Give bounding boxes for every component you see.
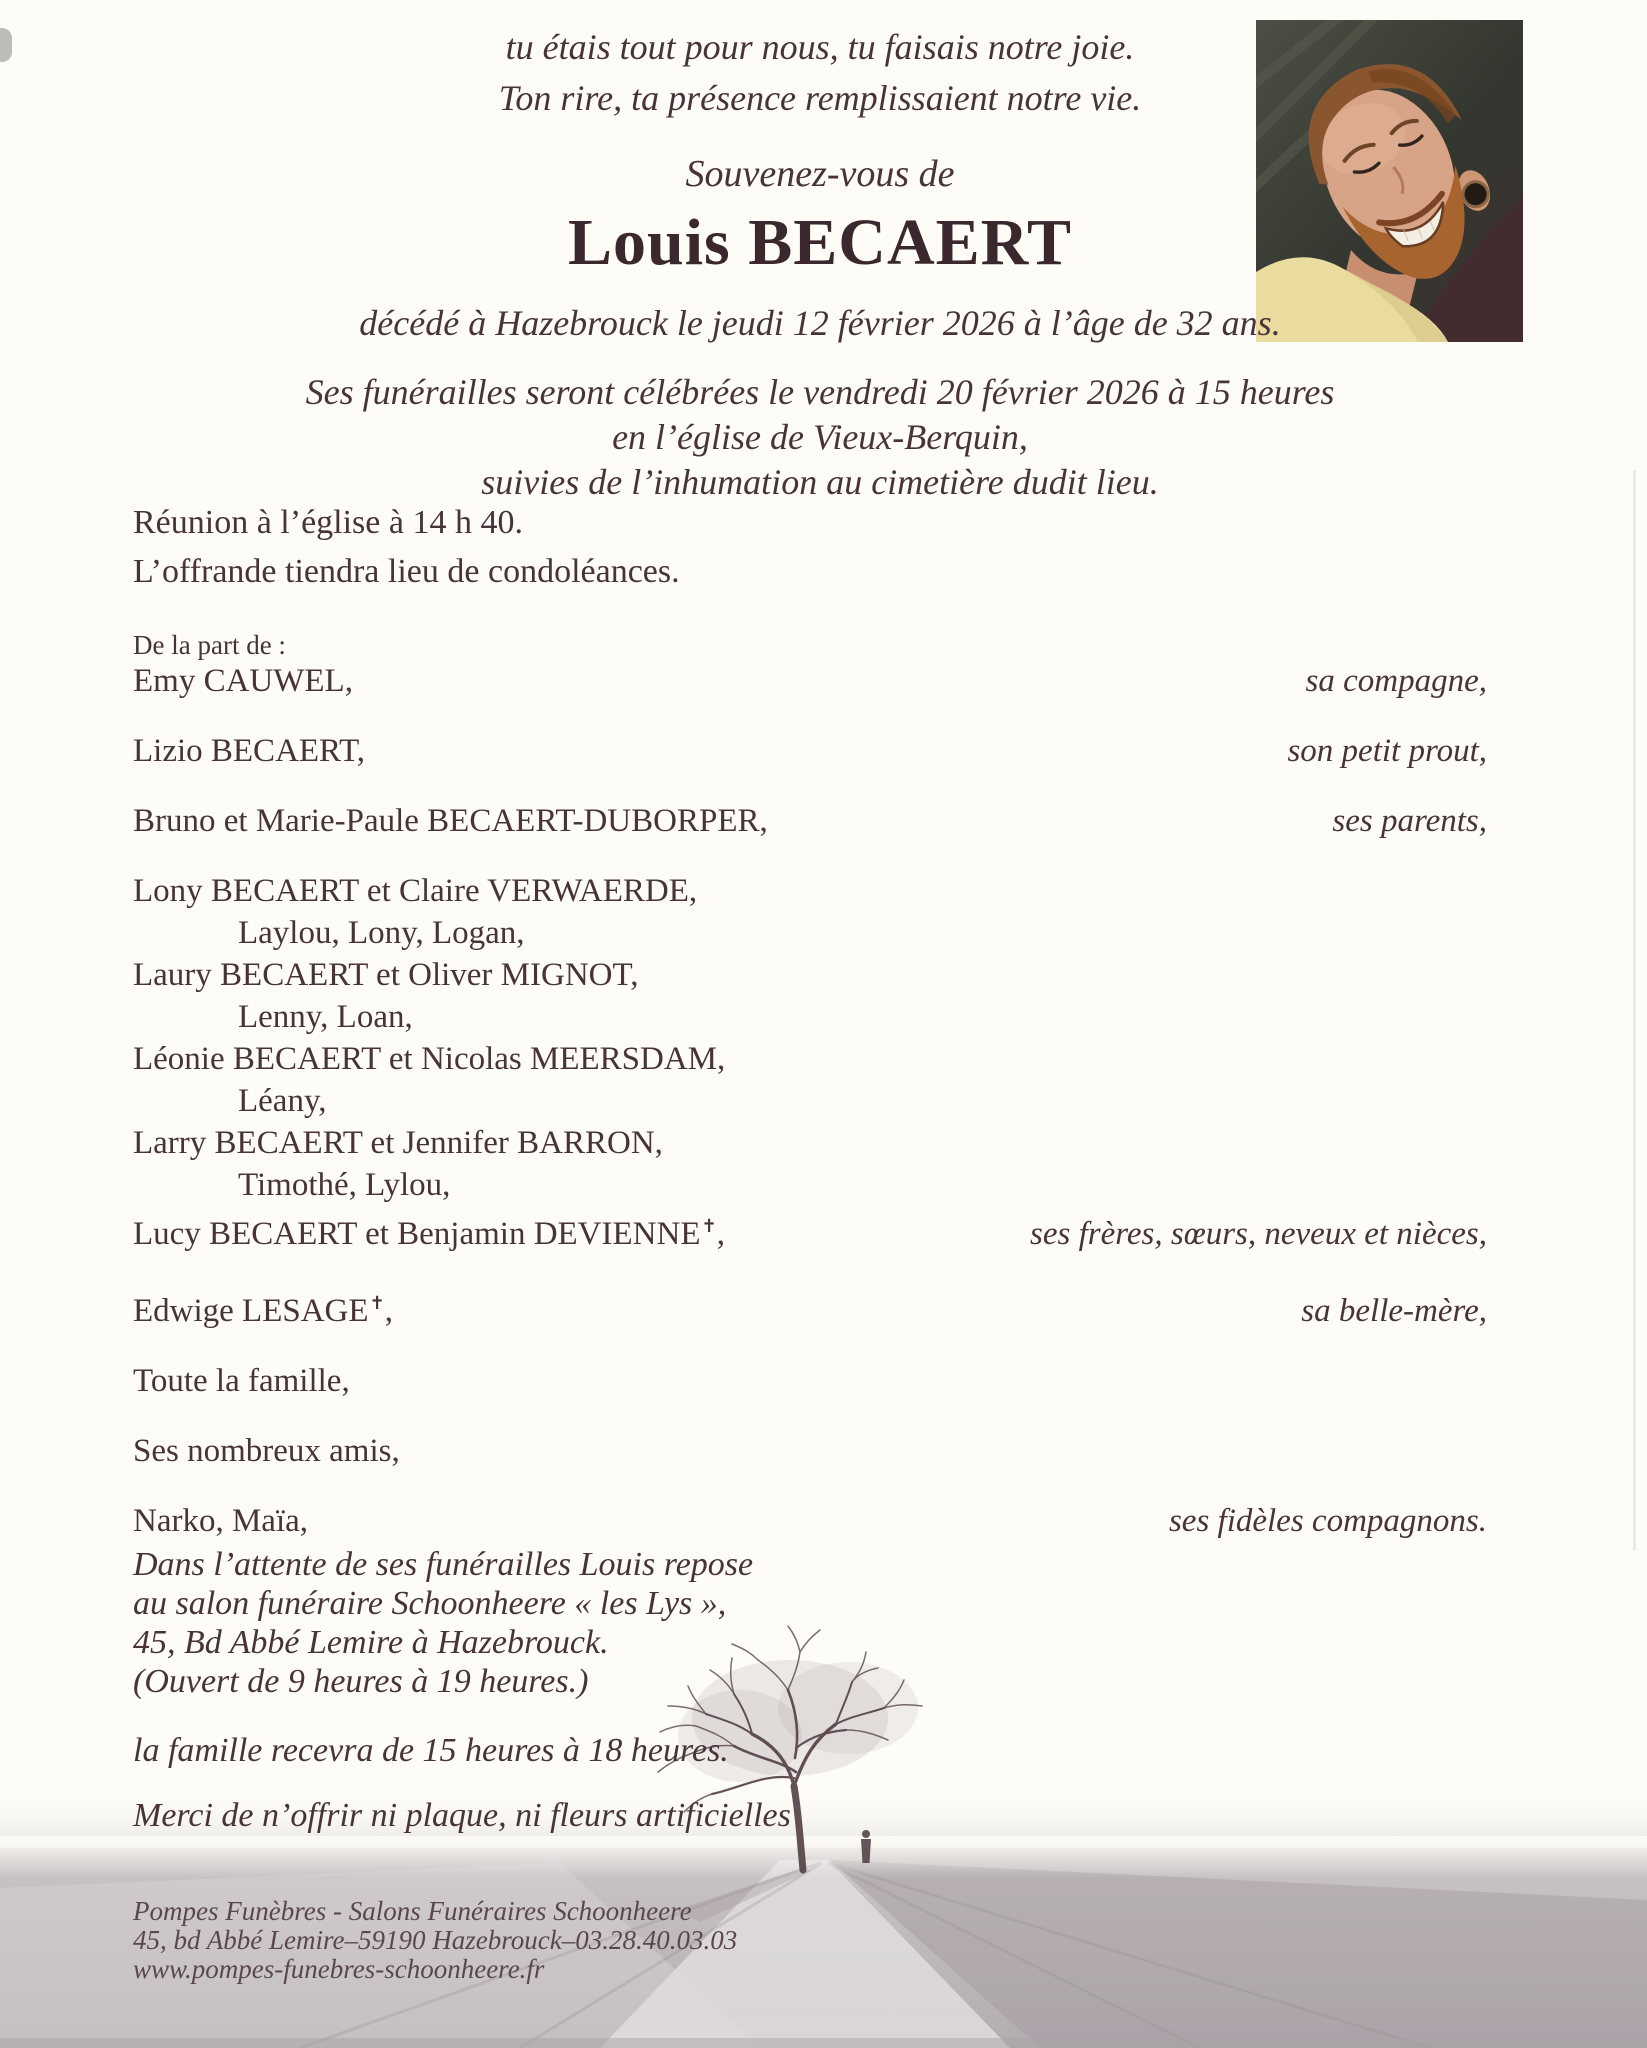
relative-name: Lizio BECAERT,	[133, 733, 366, 769]
relative-row	[133, 1038, 1487, 1080]
relation-label: ses fidèles compagnons.	[1168, 1503, 1487, 1539]
relative-name: Edwige LESAGE✝,	[133, 1293, 393, 1329]
relation-label: son petit prout,	[1287, 733, 1487, 769]
funeral-home-footer	[133, 1897, 737, 1984]
relative-row	[133, 996, 1487, 1038]
scan-edge-line	[1633, 470, 1636, 1550]
funeral-line2: en l’église de Vieux-Berquin,	[612, 417, 1028, 457]
meeting-line1: Réunion à l’église à 14 h 40.	[133, 504, 523, 541]
relation-label: sa compagne,	[1305, 663, 1487, 699]
relative-row	[133, 1283, 1487, 1332]
funeral-line1: Ses funérailles seront célébrées le vendredi 20 février 2026 à 15 heures	[305, 372, 1335, 412]
relative-name: Narko, Maïa,	[133, 1503, 309, 1539]
relative-row	[133, 800, 1487, 842]
relative-row	[133, 1206, 1487, 1255]
relative-name: Léany,	[238, 1083, 327, 1119]
relative-row	[133, 1360, 1487, 1402]
meeting-line2: L’offrande tiendra lieu de condoléances.	[133, 553, 680, 590]
footer-address-line: 45, bd Abbé Lemire–59190 Hazebrouck–03.28.40.03.03	[133, 1925, 738, 1955]
resting-line2: au salon funéraire Schoonheere « les Lys »,	[133, 1585, 727, 1622]
relation-label: ses parents,	[1332, 803, 1487, 839]
resting-block	[133, 1545, 753, 1701]
relative-row	[133, 730, 1487, 772]
footer-company-line: Pompes Funèbres - Salons Funéraires Schoonheere	[133, 1896, 692, 1926]
relative-group	[133, 870, 1487, 1255]
relative-row	[133, 1122, 1487, 1164]
relative-name: Lenny, Loan,	[238, 999, 413, 1035]
opening-quote-line2: Ton rire, ta présence remplissaient notre vie.	[498, 78, 1142, 118]
header-block	[0, 22, 1640, 505]
relative-row	[133, 660, 1487, 702]
relative-name: Larry BECAERT et Jennifer BARRON,	[133, 1125, 663, 1161]
scan-bottom-strip	[0, 2038, 1647, 2048]
footer-website-line: www.pompes-funebres-schoonheere.fr	[133, 1954, 545, 1984]
opening-quote-line1: tu étais tout pour nous, tu faisais notre joie.	[505, 27, 1135, 67]
relative-name: Timothé, Lylou,	[238, 1167, 451, 1203]
relative-name: Bruno et Marie-Paule BECAERT-DUBORPER,	[133, 803, 768, 839]
horizon-fade	[0, 1836, 1647, 1878]
relative-name: Emy CAUWEL,	[133, 663, 353, 699]
resting-line3: 45, Bd Abbé Lemire à Hazebrouck.	[133, 1624, 609, 1661]
relative-row	[133, 1164, 1487, 1206]
relative-name: Toute la famille,	[133, 1363, 350, 1399]
name-suffix: ,	[384, 1293, 393, 1329]
thanks-line: Merci de n’offrir ni plaque, ni fleurs artificielles	[133, 1797, 791, 1834]
resting-line1: Dans l’attente de ses funérailles Louis repose	[133, 1546, 754, 1583]
meeting-block	[133, 498, 680, 596]
distant-figure	[861, 1830, 871, 1863]
relative-name: Léonie BECAERT et Nicolas MEERSDAM,	[133, 1041, 726, 1077]
relatives-list	[133, 660, 1487, 1570]
relative-group	[133, 1283, 1487, 1332]
relative-name: Laury BECAERT et Oliver MIGNOT,	[133, 957, 639, 993]
relation-label: sa belle-mère,	[1301, 1293, 1487, 1329]
relative-row	[133, 954, 1487, 996]
deceased-cross-icon: ✝	[701, 1216, 717, 1237]
relative-group	[133, 730, 1487, 772]
from-label: De la part de :	[133, 630, 286, 660]
relative-group	[133, 800, 1487, 842]
relative-row	[133, 1080, 1487, 1122]
relative-group	[133, 1430, 1487, 1472]
remember-line: Souvenez-vous de	[685, 153, 955, 195]
death-notice: décédé à Hazebrouck le jeudi 12 février 2026 à l’âge de 32 ans.	[359, 303, 1281, 343]
funeral-line3: suivies de l’inhumation au cimetière dudit lieu.	[481, 462, 1159, 502]
relative-name: Lucy BECAERT et Benjamin DEVIENNE✝,	[133, 1216, 725, 1252]
resting-line4: (Ouvert de 9 heures à 19 heures.)	[133, 1663, 589, 1700]
relative-group	[133, 1360, 1487, 1402]
relative-row	[133, 1430, 1487, 1472]
relative-group	[133, 1500, 1487, 1542]
relative-name: Lony BECAERT et Claire VERWAERDE,	[133, 873, 698, 909]
relative-group	[133, 660, 1487, 702]
relative-name: Laylou, Lony, Logan,	[238, 915, 525, 951]
name-suffix: ,	[716, 1216, 725, 1252]
relation-label: ses frères, sœurs, neveux et nièces,	[1030, 1216, 1487, 1252]
reception-line: la famille recevra de 15 heures à 18 heures.	[133, 1732, 729, 1769]
relative-row	[133, 870, 1487, 912]
relative-name: Ses nombreux amis,	[133, 1433, 400, 1469]
relative-row	[133, 1500, 1487, 1542]
relative-row	[133, 912, 1487, 954]
deceased-name-title: Louis BECAERT	[567, 206, 1072, 279]
deceased-cross-icon: ✝	[369, 1293, 385, 1314]
